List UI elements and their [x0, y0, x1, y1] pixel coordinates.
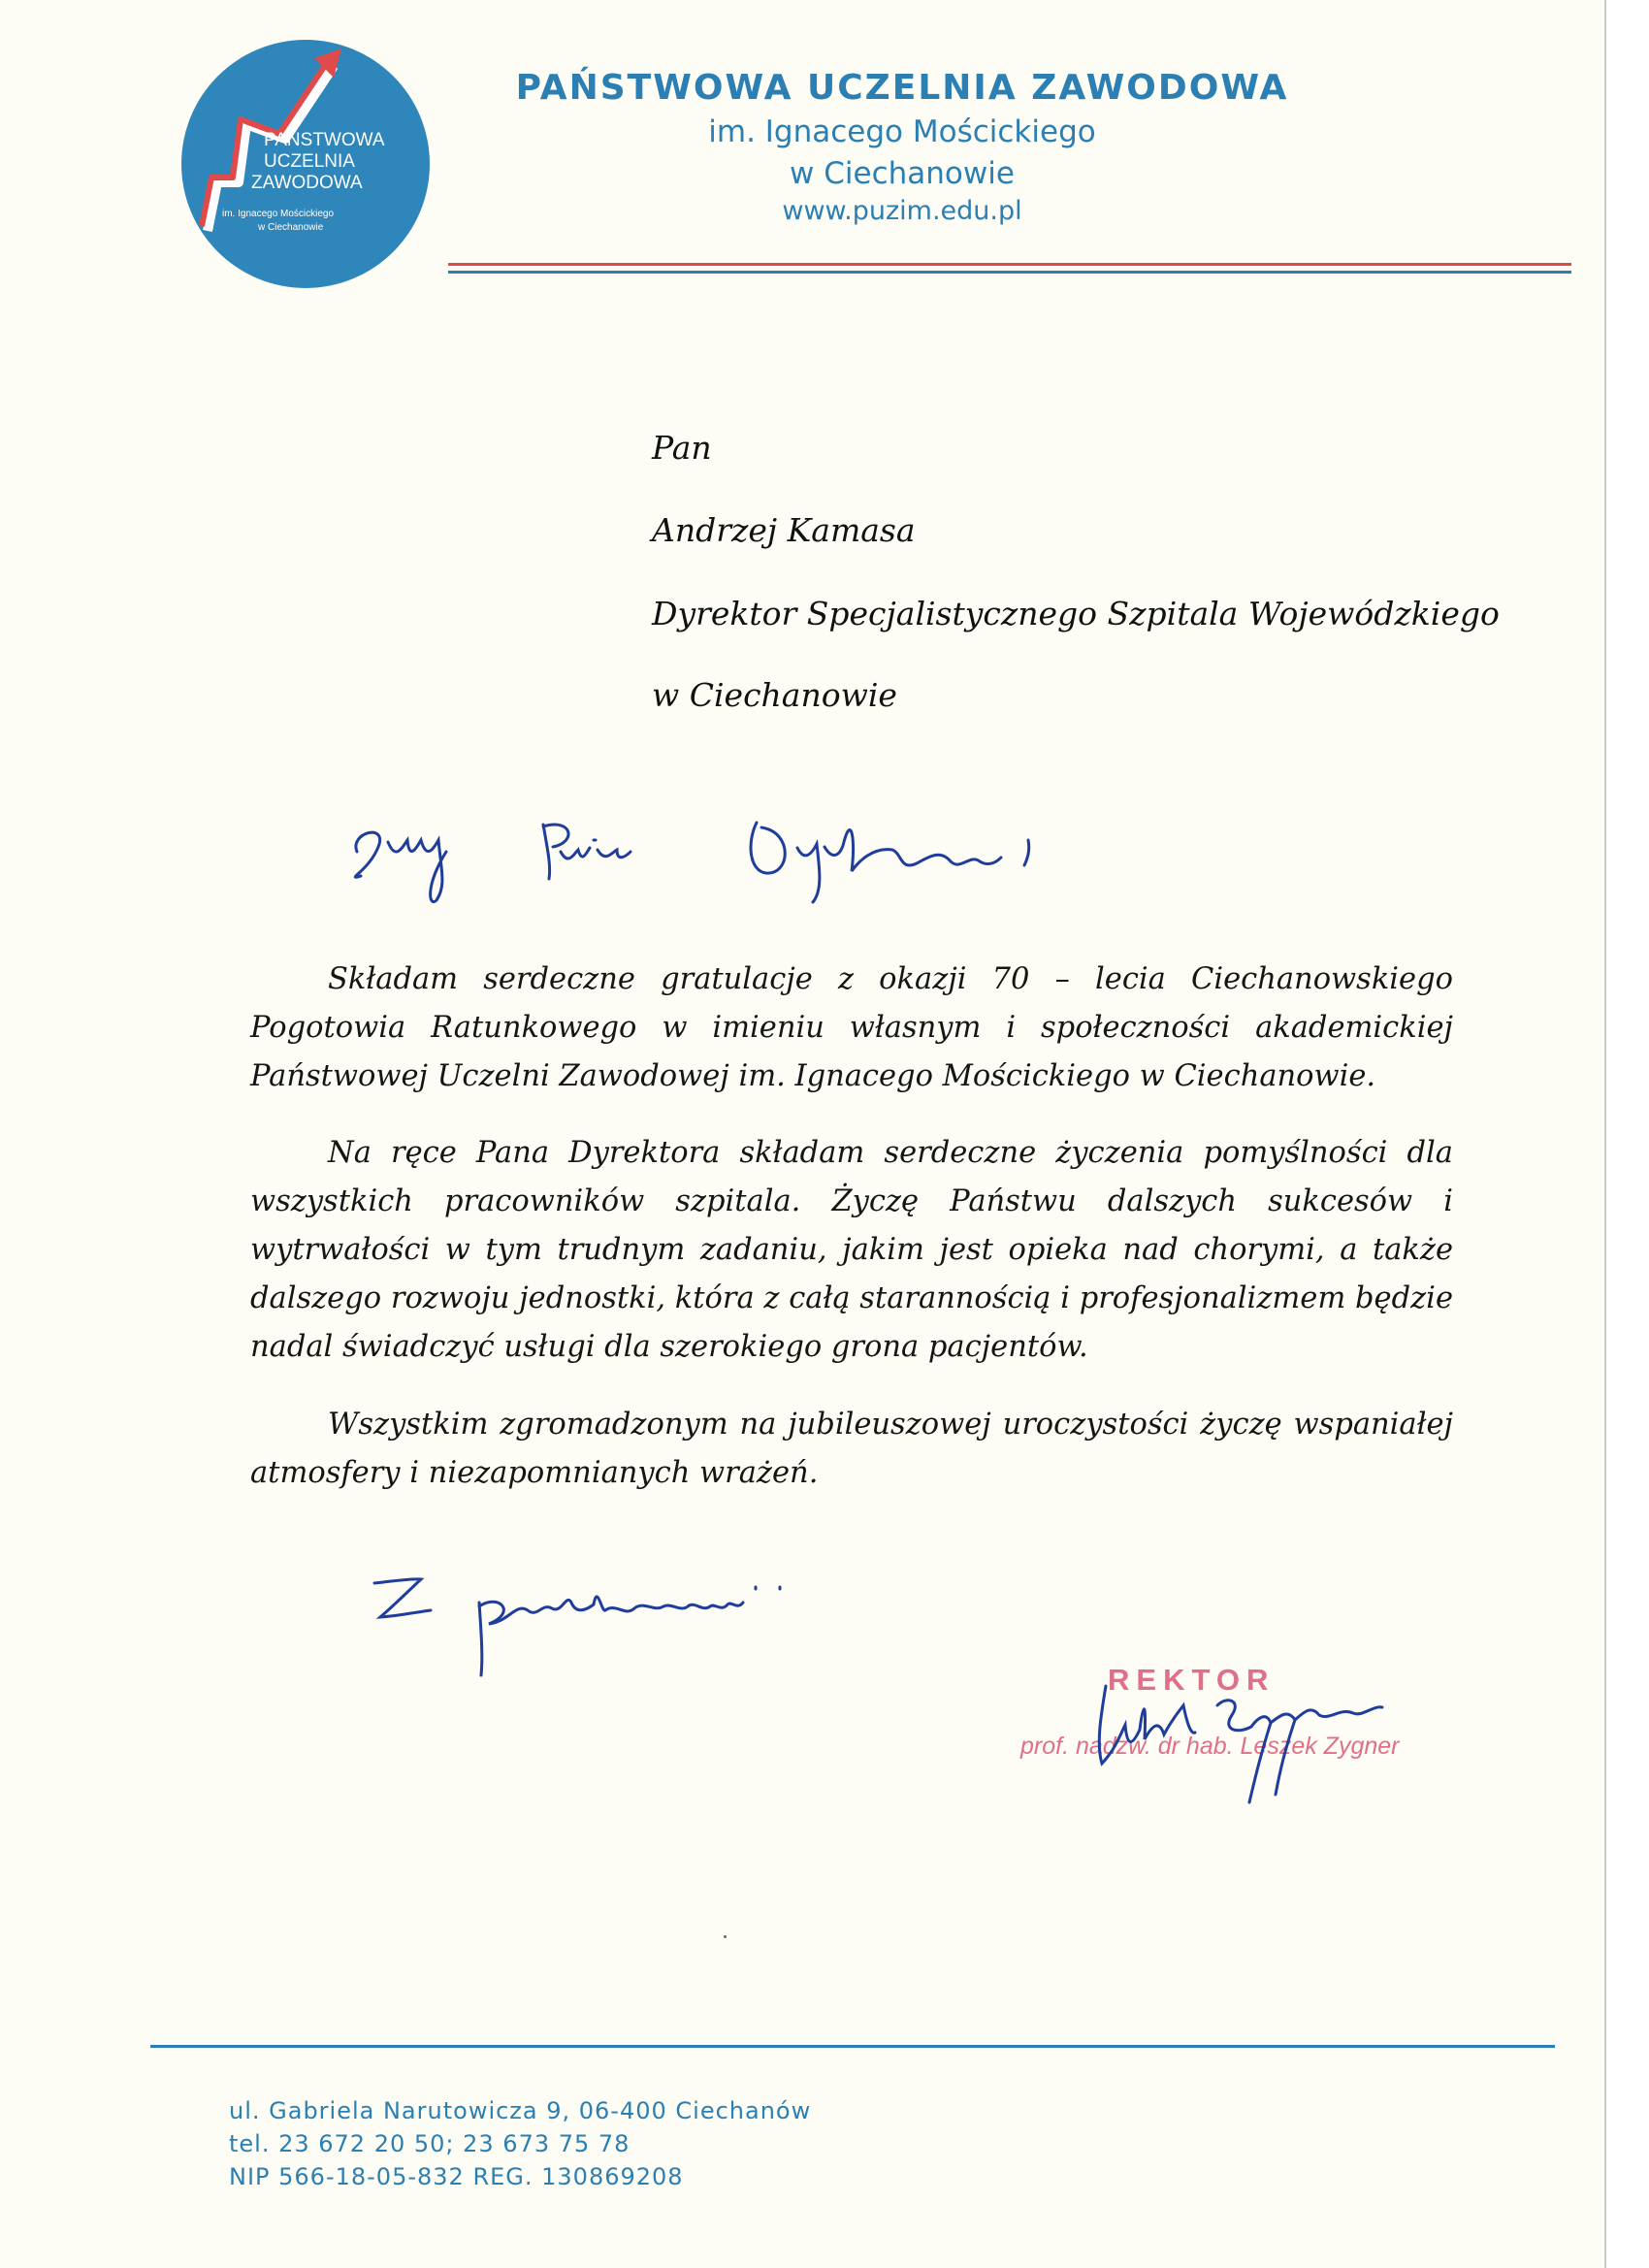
letterhead-rule-blue	[448, 271, 1571, 274]
institution-website: www.puzim.edu.pl	[782, 196, 1022, 226]
university-logo	[178, 37, 433, 291]
scan-speck	[724, 1935, 727, 1938]
body-paragraph-3: Wszystkim zgromadzonym na jubileuszowej uroczystości życzę wspaniałej atmosfery i niezapomnianych wrażeń.	[250, 1408, 1453, 1490]
footer-address: ul. Gabriela Narutowicza 9, 06-400 Ciechanów	[229, 2097, 812, 2124]
stamp-subtitle: prof. nadzw. dr hab. Leszek Zygner	[1020, 1733, 1400, 1760]
institution-name: PAŃSTWOWA UCZELNIA ZAWODOWA	[515, 68, 1289, 108]
letterhead-rule-red	[448, 263, 1571, 266]
logo-text-2: UCZELNIA	[264, 151, 355, 172]
handwritten-closing-text: Z poważaniem	[372, 1573, 380, 1574]
logo-text-3: ZAWODOWA	[251, 173, 363, 193]
body-paragraph-2: Na ręce Pana Dyrektora składam serdeczne życzenia pomyślności dla wszystkich pracowników szpitala. Życzę Państwu dalszych sukcesów i wytrwałości w tym trudnym zadaniu, jakim jest opieka nad chorymi, a także dalszego rozwoju jednostki, która z całą starannością i profesjonalizmem będzie nadal świadczyć usługi dla szerokiego grona pacjentów.	[250, 1136, 1453, 1364]
handwritten-closing	[372, 1573, 819, 1680]
logo-text-4: im. Ignacego Mościckiego	[222, 209, 335, 219]
footer-rule	[150, 2045, 1555, 2048]
body-paragraph-1: Składam serdeczne gratulacje z okazji 70 – lecia Ciechanowskiego Pogotowia Ratunkowego w imieniu własnym i społeczności akademickiej Państwowej Uczelni Zawodowej im. Ignacego Mościckiego w Ciechanowie.	[250, 962, 1453, 1093]
stamp-title: REKTOR	[1108, 1663, 1276, 1697]
addressee-title: Dyrektor Specjalistycznego Szpitala Wojewódzkiego	[652, 595, 1500, 632]
handwritten-greeting	[349, 794, 1048, 910]
footer-phone: tel. 23 672 20 50; 23 673 75 78	[229, 2130, 630, 2157]
scan-page-edge	[1604, 0, 1649, 2268]
addressee-salutation: Pan	[652, 429, 712, 467]
addressee-name: Andrzej Kamasa	[652, 511, 916, 549]
institution-patron: im. Ignacego Mościckiego	[708, 114, 1096, 149]
logo-text-5: w Ciechanowie	[258, 222, 324, 233]
addressee-city: w Ciechanowie	[652, 676, 897, 714]
footer-ids: NIP 566-18-05-832 REG. 130869208	[229, 2163, 684, 2190]
institution-city: w Ciechanowie	[790, 156, 1015, 191]
logo-text-1: PAŃSTWOWA	[264, 130, 385, 150]
handwritten-signature	[1086, 1667, 1416, 1812]
